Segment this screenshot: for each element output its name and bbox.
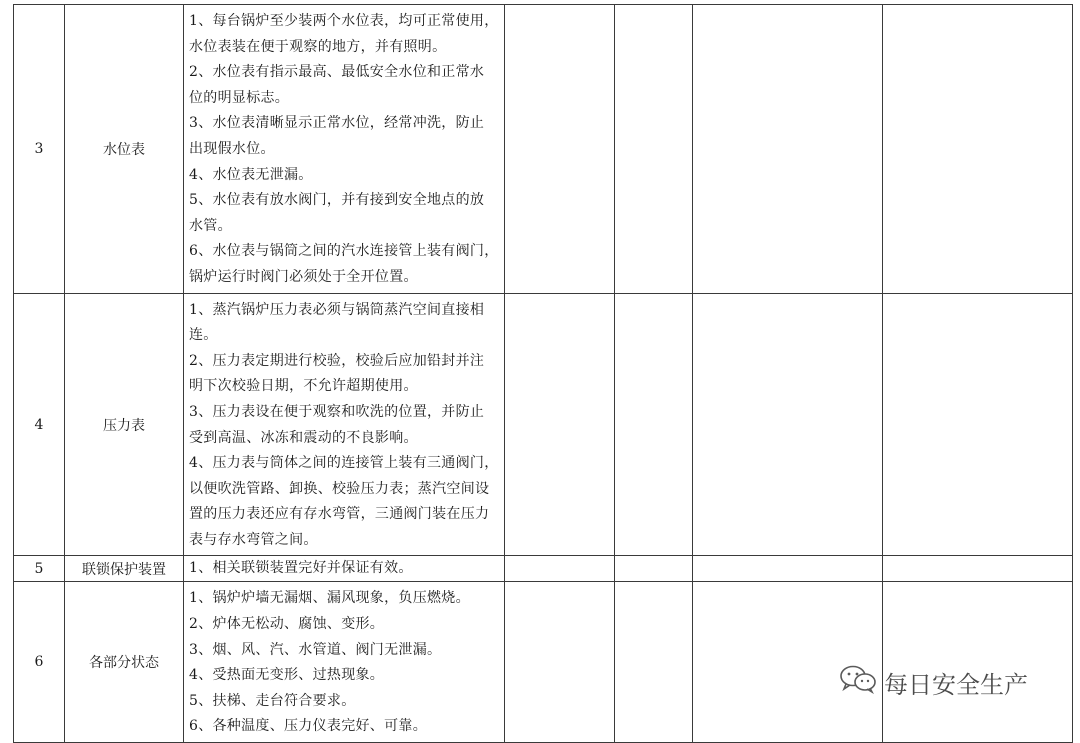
empty-cell [504,5,614,294]
requirement-line: 表与存水弯管之间。 [189,531,318,548]
requirement-line: 水位表装在便于观察的地方，并有照明。 [189,38,447,55]
requirement-line: 5、水位表有放水阀门，并有接到安全地点的放 [189,192,485,209]
table-row [14,293,1073,556]
empty-cell [504,556,614,582]
inspection-item: 各部分状态 [65,582,184,743]
inspection-item: 压力表 [65,293,184,556]
requirements-cell [184,293,505,556]
requirement-line: 4、压力表与筒体之间的连接管上装有三通阀门， [189,455,499,472]
row-number: 5 [14,556,65,582]
inspection-table-body [14,5,1073,743]
requirements-cell [184,556,505,582]
requirement-line: 受到高温、冰冻和震动的不良影响。 [189,429,418,446]
requirement-line: 3、烟、风、汽、水管道、阀门无泄漏。 [189,641,442,658]
watermark-text: 每日安全生产 [884,670,1028,699]
requirements-cell [184,582,505,743]
inspection-item: 联锁保护装置 [65,556,184,582]
table-row [14,582,1073,743]
row-number: 3 [14,5,65,294]
requirement-line: 1、每台锅炉至少装两个水位表，均可正常使用， [189,13,499,29]
requirement-line: 1、相关联锁装置完好并保证有效。 [189,560,413,577]
requirement-line: 锅炉运行时阀门必须处于全开位置。 [189,268,418,285]
requirement-line: 1、锅炉炉墙无漏烟、漏风现象，负压燃烧。 [189,590,470,607]
requirement-line: 2、压力表定期进行校验，校验后应加铅封并注 [189,352,485,369]
empty-cell [692,5,882,294]
requirement-line: 以便吹洗管路、卸换、校验压力表；蒸汽空间设 [189,480,490,497]
requirement-line: 6、水位表与锅筒之间的汽水连接管上装有阀门， [189,243,499,260]
empty-cell [692,293,882,556]
empty-cell [614,582,692,743]
requirement-line: 6、各种温度、压力仪表完好、可靠。 [189,718,428,735]
table-row [14,5,1073,294]
empty-cell [882,5,1072,294]
requirement-line: 5、扶梯、走台符合要求。 [189,692,356,709]
inspection-item: 水位表 [65,5,184,294]
requirement-line: 1、蒸汽锅炉压力表必须与锅筒蒸汽空间直接相 [189,301,485,318]
empty-cell [614,293,692,556]
inspection-table [13,4,1073,743]
requirement-line: 连。 [189,327,218,344]
requirement-line: 3、水位表清晰显示正常水位，经常冲洗，防止 [189,115,485,132]
requirement-line: 3、压力表设在便于观察和吹洗的位置，并防止 [189,403,485,420]
requirement-line: 置的压力表还应有存水弯管，三通阀门装在压力 [189,506,490,523]
requirement-line: 2、水位表有指示最高、最低安全水位和正常水 [189,64,485,81]
empty-cell [614,5,692,294]
requirement-line: 水管。 [189,217,232,234]
row-number: 6 [14,582,65,743]
empty-cell [692,582,882,743]
requirement-line: 4、水位表无泄漏。 [189,166,313,183]
requirement-line: 2、炉体无松动、腐蚀、变形。 [189,616,385,633]
empty-cell [882,582,1072,743]
requirement-line: 4、受热面无变形、过热现象。 [189,667,385,684]
table-row [14,556,1073,582]
watermark [838,664,1028,700]
empty-cell [882,293,1072,556]
empty-cell [504,293,614,556]
empty-cell [882,556,1072,582]
row-number: 4 [14,293,65,556]
requirements-cell [184,5,505,294]
requirement-line: 明下次校验日期，不允许超期使用。 [189,378,418,395]
empty-cell [504,582,614,743]
empty-cell [692,556,882,582]
wechat-icon [838,664,884,700]
requirement-line: 位的明显标志。 [189,89,290,106]
requirement-line: 出现假水位。 [189,140,275,157]
empty-cell [614,556,692,582]
